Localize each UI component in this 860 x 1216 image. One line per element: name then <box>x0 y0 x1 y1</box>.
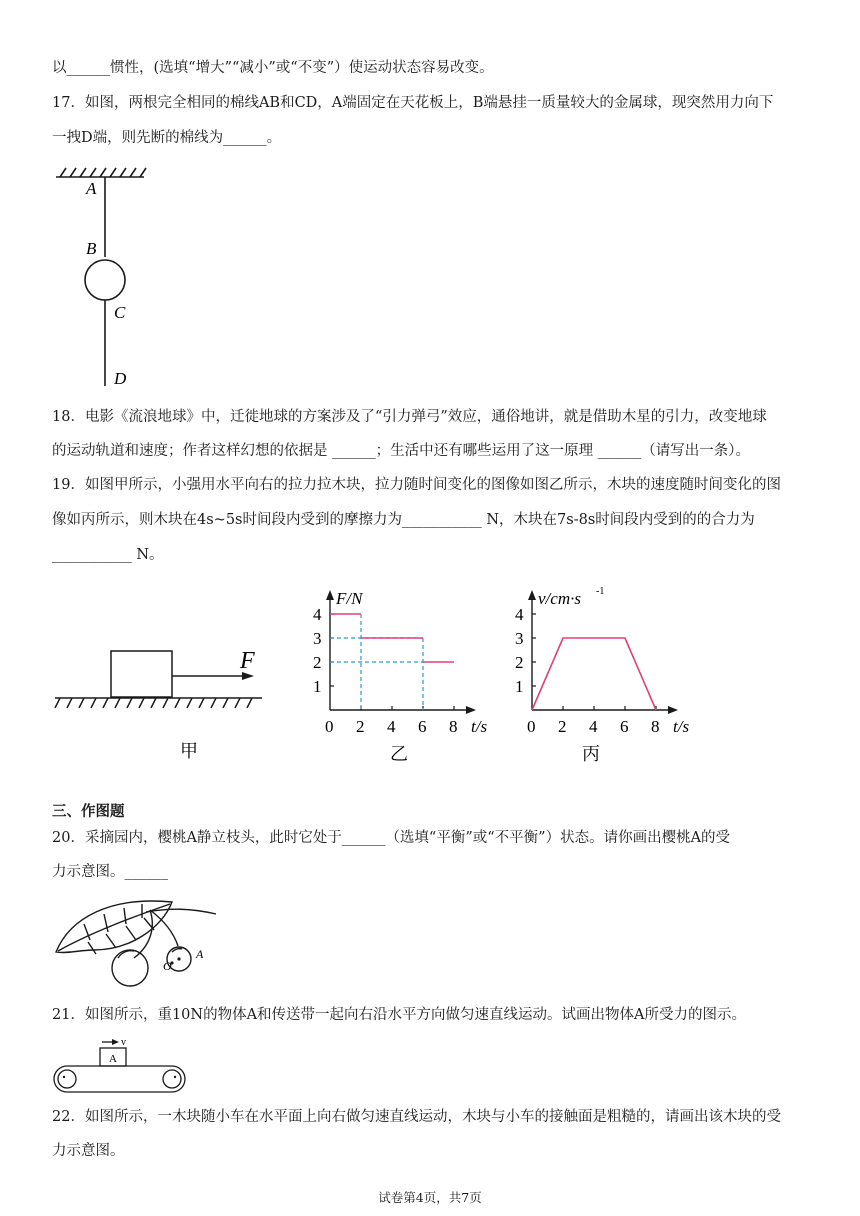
x-tick-label: 6 <box>418 717 427 736</box>
velocity-label: v <box>121 1037 126 1048</box>
question-18-line-1: 18．电影《流浪地球》中，迁徙地球的方案涉及了“引力弹弓”效应，通俗地讲，就是借助木星的引力，改变地球 <box>52 409 767 425</box>
x-axis-label: t/s <box>471 717 488 736</box>
y-tick-label: 4 <box>313 605 322 624</box>
y-tick-label: 2 <box>515 653 524 672</box>
question-17-line-2: 一拽D端，则先断的棉线为______。 <box>52 130 282 146</box>
figure-19-block <box>50 640 270 770</box>
y-tick-label: 3 <box>515 629 524 648</box>
label-o: O <box>163 959 172 973</box>
x-tick-label: 8 <box>651 717 660 736</box>
page-footer: 试卷第4页，共7页 <box>378 1190 482 1205</box>
y-tick-label: 1 <box>313 677 322 696</box>
force-label: F <box>240 648 255 674</box>
x-tick-label: 8 <box>449 717 458 736</box>
y-tick-label: 2 <box>313 653 322 672</box>
y-axis-arrow <box>528 590 536 600</box>
y-tick-label: 3 <box>313 629 322 648</box>
y-tick-label: 4 <box>515 605 524 624</box>
question-19-line-3: ___________ N。 <box>52 547 164 563</box>
x-tick-label: 2 <box>356 717 365 736</box>
block-a-label: A <box>109 1053 117 1065</box>
x-axis-arrow <box>466 706 476 714</box>
question-20-line-1: 20．采摘园内，樱桃A静立枝头，此时它处于______（选填“平衡”或“不平衡”）状态。请你画出樱桃A的受 <box>52 830 731 846</box>
y-axis-label: F/N <box>336 589 363 608</box>
x-tick-label: 4 <box>589 717 598 736</box>
text-line-16-end: 以______惯性，(选填“增大”“减小”或“不变”）使运动状态容易改变。 <box>52 60 494 76</box>
x-tick-label: 2 <box>558 717 567 736</box>
section-heading-drawing: 三、作图题 <box>52 804 125 820</box>
caption-jia: 甲 <box>180 741 198 761</box>
question-21: 21．如图所示，重10N的物体A和传送带一起向右沿水平方向做匀速直线运动。试画出物体A所受力的图示。 <box>52 1007 747 1023</box>
x-tick-label: 6 <box>620 717 629 736</box>
chart-force-time <box>300 582 500 767</box>
x-tick-label: 0 <box>325 717 334 736</box>
label-cherry-a: A <box>196 947 204 961</box>
caption-bing: 丙 <box>582 744 600 764</box>
label-d: D <box>114 369 127 388</box>
question-17-line-1: 17．如图，两根完全相同的棉线AB和CD，A端固定在天花板上，B端悬挂一质量较大的金属球，现突然用力向下 <box>52 95 774 111</box>
y-axis-label-sup: -1 <box>596 586 605 597</box>
y-tick-label: 1 <box>515 677 524 696</box>
figure-17-string-ball <box>50 160 160 392</box>
y-axis-label: v/cm·s <box>538 589 581 608</box>
x-axis-label: t/s <box>673 717 690 736</box>
figure-20-cherries <box>50 888 230 994</box>
label-a: A <box>86 179 97 198</box>
label-b: B <box>86 239 97 258</box>
question-19-line-2: 像如丙所示，则木块在4s~5s时间段内受到的摩擦力为___________ N，木块在7s-8s时间段内受到的的合力为 <box>52 512 755 528</box>
question-22-line-1: 22．如图所示，一木块随小车在水平面上向右做匀速直线运动，木块与小车的接触面是粗糙的，请画出该木块的受 <box>52 1109 781 1125</box>
x-tick-label: 4 <box>387 717 396 736</box>
question-22-line-2: 力示意图。 <box>52 1143 125 1159</box>
velocity-line <box>532 638 656 710</box>
x-axis-arrow <box>668 706 678 714</box>
x-tick-label: 0 <box>527 717 536 736</box>
caption-yi: 乙 <box>390 744 408 764</box>
figure-21-conveyor <box>50 1036 190 1098</box>
question-19-line-1: 19．如图甲所示，小强用水平向右的拉力拉木块，拉力随时间变化的图像如图乙所示，木块的速度随时间变化的图 <box>52 477 781 493</box>
question-18-line-2: 的运动轨道和速度；作者这样幻想的依据是 ______；生活中还有哪些运用了这一原理 ______（请写出一条）。 <box>52 443 750 459</box>
label-c: C <box>114 303 126 322</box>
question-20-line-2: 力示意图。______ <box>52 864 168 880</box>
y-axis-arrow <box>326 590 334 600</box>
chart-velocity-time <box>502 582 702 767</box>
